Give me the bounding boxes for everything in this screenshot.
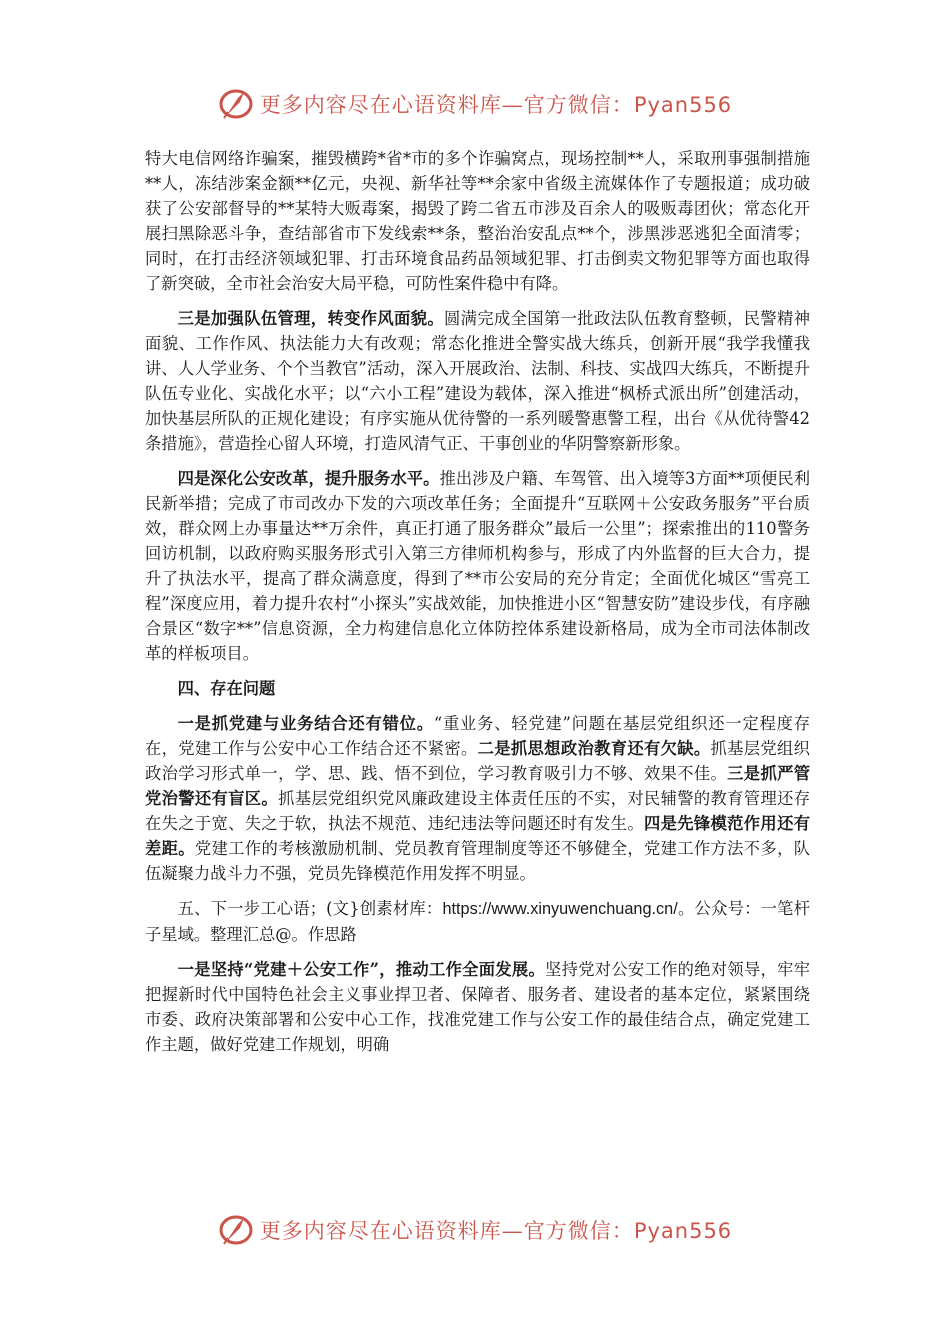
paragraph-6-lead: 一是坚持“党建＋公安工作”，推动工作全面发展。 — [177, 960, 546, 979]
header-text — [260, 89, 732, 119]
paragraph-5-text-b: 。公众号：一笔杆子星域。整理汇总@。作思路 — [145, 899, 810, 944]
paragraph-2 — [145, 306, 810, 456]
quill-logo-icon — [218, 86, 254, 122]
footer-brand-text: 更多内容尽在心语资料库—官方微信： — [259, 1219, 634, 1243]
paragraph-1 — [145, 146, 810, 296]
footer-text — [260, 1215, 732, 1245]
footer-wechat-id: Pyan556 — [633, 1219, 733, 1243]
paragraph-4-text-3: 抓基层党组织党风廉政建设主体责任压的不实，对民辅警的教育管理还存在失之于宽、失之于软，执法不规范、违纪违法等问题还时有发生。 — [145, 789, 810, 833]
section-heading-4: 四、存在问题 — [177, 679, 276, 698]
paragraph-1-text: 特大电信网络诈骗案，摧毁横跨*省*市的多个诈骗窝点，现场控制**人，采取刑事强制措施**人，冻结涉案金额**亿元，央视、新华社等**余家中省级主流媒体作了专题报道；成功破获了公安部督导的**某特大贩毒案，揭毁了跨二省五市涉及百余人的吸贩毒团伙；常态化开展扫黑除恶斗争，查结部省市下发线索**条，整治治安乱点**个，涉黑涉恶逃犯全面清零；同时，在打击经济领域犯罪、打击环境食品药品领域犯罪、打击倒卖文物犯罪等方面也取得了新突破，全市社会治安大局平稳，可防性案件稳中有降。 — [145, 149, 810, 293]
paragraph-4-lead-3: 三是抓严管党治警还有盲区。 — [145, 764, 810, 808]
paragraph-2-lead: 三是加强队伍管理，转变作风面貌。 — [177, 309, 445, 328]
footer-banner — [0, 1208, 950, 1252]
paragraph-2-text: 圆满完成全国第一批政法队伍教育整顿，民警精神面貌、工作作风、执法能力大有改观；常态化推进全警实战大练兵，创新开展“我学我懂我讲、人人学业务、个个当教官”活动，深入开展政治、法制、科技、实战四大练兵，不断提升队伍专业化、实战化水平；以“六小工程”建设为载体，深入推进“枫桥式派出所”创建活动，加快基层所队的正规化建设；有序实施从优待警的一系列暖警惠警工程，出台《从优待警42条措施》，营造拴心留人环境，打造风清气正、干事创业的华阴警察新形象。 — [145, 309, 810, 453]
header-brand-text: 更多内容尽在心语资料库—官方微信： — [259, 93, 634, 117]
paragraph-4-text-1: “重业务、轻党建”问题在基层党组织还一定程度存在，党建工作与公安中心工作结合还不紧密。 — [145, 714, 810, 758]
header-wechat-id: Pyan556 — [633, 93, 733, 117]
source-url-link[interactable]: https://www.xinyuwenchuang.cn/ — [442, 900, 678, 918]
paragraph-4-lead-4: 四是先锋模范作用还有差距。 — [145, 814, 810, 858]
paragraph-4-lead-2: 二是抓思想政治教育还有欠缺。 — [477, 739, 711, 758]
paragraph-4-text-4: 党建工作的考核激励机制、党员教育管理制度等还不够健全，党建工作方法不多，队伍凝聚力战斗力不强，党员先锋模范作用发挥不明显。 — [145, 839, 810, 883]
paragraph-5-text-a: 五、下一步工心语；(文}创素材库： — [177, 899, 443, 918]
paragraph-4 — [145, 711, 810, 886]
paragraph-6-text: 坚持党对公安工作的绝对领导，牢牢把握新时代中国特色社会主义事业捍卫者、保障者、服务者、建设者的基本定位，紧紧围绕市委、政府决策部署和公安中心工作，找准党建工作与公安工作的最佳结合点，确定党建工作主题，做好党建工作规划，明确 — [145, 960, 810, 1054]
document-body — [145, 146, 810, 1067]
paragraph-3-text: 推出涉及户籍、车驾管、出入境等3方面**项便民利民新举措；完成了市司改办下发的六项改革任务；全面提升“互联网＋公安政务服务”平台质效，群众网上办事量达**万余件，真正打通了服务群众”最后一公里”；探索推出的110警务回访机制，以政府购买服务形式引入第三方律师机构参与，形成了内外监督的巨大合力，提升了执法水平，提高了群众满意度，得到了**市公安局的充分肯定；全面优化城区“雪亮工程”深度应用，着力提升农村“小探头”实战效能，加快推进小区“智慧安防”建设步伐，有序融合景区“数字**”信息资源，全力构建信息化立体防控体系建设新格局，成为全市司法体制改革的样板项目。 — [145, 469, 810, 663]
paragraph-4-lead-1: 一是抓党建与业务结合还有错位。 — [177, 714, 434, 733]
paragraph-3 — [145, 466, 810, 666]
paragraph-5 — [145, 896, 810, 947]
header-banner — [0, 82, 950, 126]
paragraph-6 — [145, 957, 810, 1057]
quill-logo-icon — [218, 1212, 254, 1248]
paragraph-4-text-2: 抓基层党组织政治学习形式单一，学、思、践、悟不到位，学习教育吸引力不够、效果不佳。 — [145, 739, 810, 783]
paragraph-3-lead: 四是深化公安改革，提升服务水平。 — [177, 469, 440, 488]
